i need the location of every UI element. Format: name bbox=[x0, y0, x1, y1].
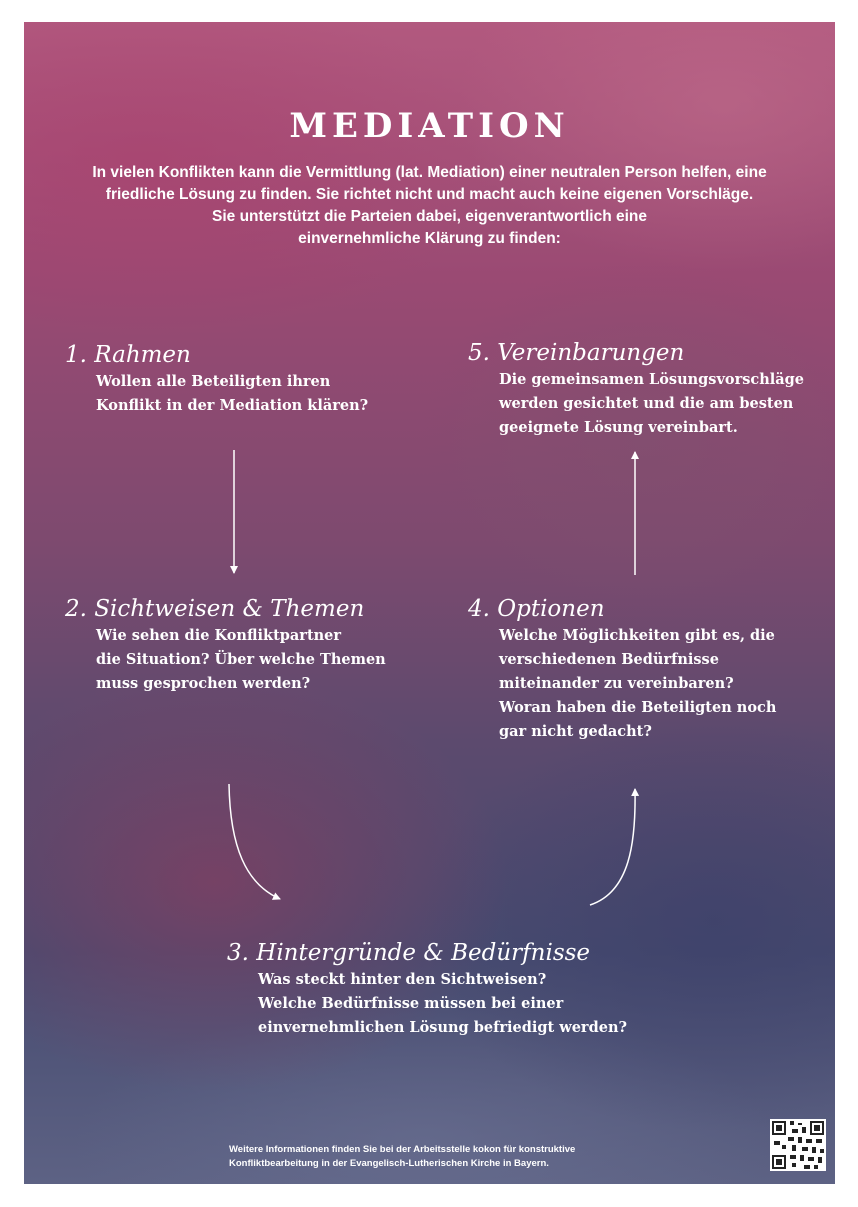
step-heading: 3. Hintergründe & Bedürfnisse bbox=[227, 940, 591, 966]
intro-line: Sie unterstützt die Parteien dabei, eigenverantwortlich eine bbox=[212, 208, 647, 225]
step-line: Woran haben die Beteiligten noch bbox=[499, 699, 777, 716]
step-line: Konflikt in der Mediation klären? bbox=[96, 397, 369, 414]
qr-code-icon[interactable] bbox=[770, 1119, 826, 1171]
step-line: verschiedenen Bedürfnisse bbox=[499, 651, 719, 668]
step-line: Was steckt hinter den Sichtweisen? bbox=[258, 971, 547, 988]
arrow-3-to-4 bbox=[590, 789, 635, 905]
page-title: MEDIATION bbox=[289, 106, 570, 146]
step-line: werden gesichtet und die am besten bbox=[499, 395, 794, 412]
flow-arrows bbox=[24, 22, 835, 1184]
step-line: geeignete Lösung vereinbart. bbox=[499, 419, 738, 436]
intro-line: friedliche Lösung zu finden. Sie richtet nicht und macht auch keine eigenen Vorschläge. bbox=[105, 186, 754, 203]
step-line: Die gemeinsamen Lösungsvorschläge bbox=[499, 371, 805, 388]
footer-line: Konfliktbearbeitung in der Evangelisch-Lutherischen Kirche in Bayern. bbox=[229, 1158, 549, 1169]
step-line: einvernehmlichen Lösung befriedigt werden? bbox=[258, 1019, 627, 1036]
step-line: muss gesprochen werden? bbox=[96, 675, 311, 692]
step-heading: 2. Sichtweisen & Themen bbox=[65, 596, 365, 622]
step-line: die Situation? Über welche Themen bbox=[96, 651, 386, 668]
intro-line: einvernehmliche Klärung zu finden: bbox=[298, 230, 561, 247]
intro-line: In vielen Konflikten kann die Vermittlung (lat. Mediation) einer neutralen Person helfen, eine bbox=[92, 164, 767, 181]
poster bbox=[24, 22, 835, 1184]
step-line: gar nicht gedacht? bbox=[499, 723, 652, 740]
step-heading: 5. Vereinbarungen bbox=[468, 340, 685, 366]
footer-info bbox=[229, 1143, 575, 1171]
arrow-2-to-3 bbox=[229, 784, 280, 899]
step-line: Wie sehen die Konfliktpartner bbox=[96, 627, 342, 644]
step-line: Welche Bedürfnisse müssen bei einer bbox=[258, 995, 564, 1012]
step-line: miteinander zu vereinbaren? bbox=[499, 675, 734, 692]
footer-line: Weitere Informationen finden Sie bei der Arbeitsstelle kokon für konstruktive bbox=[229, 1144, 576, 1155]
step-heading: 4. Optionen bbox=[468, 596, 605, 622]
step-line: Welche Möglichkeiten gibt es, die bbox=[499, 627, 775, 644]
step-heading: 1. Rahmen bbox=[65, 342, 191, 368]
step-line: Wollen alle Beteiligten ihren bbox=[96, 373, 331, 390]
